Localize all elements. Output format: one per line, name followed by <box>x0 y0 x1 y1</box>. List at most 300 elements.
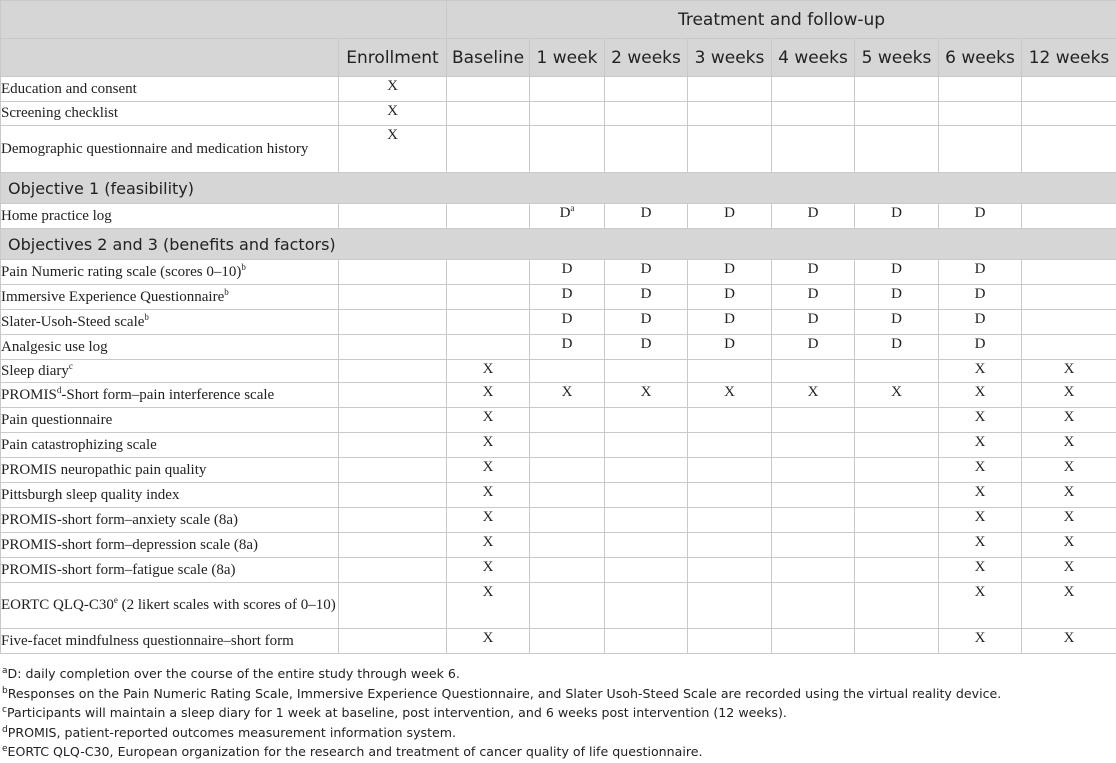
section-row <box>1 173 1116 204</box>
cell-mark: D <box>807 311 819 327</box>
footnote-mark: d <box>2 724 8 735</box>
schedule-cell <box>772 533 855 558</box>
cell-mark: D <box>724 261 735 277</box>
schedule-cell <box>772 102 855 126</box>
row-label <box>1 285 339 310</box>
schedule-cell <box>339 102 447 126</box>
cell-mark: X <box>974 559 986 575</box>
schedule-cell <box>1022 77 1116 102</box>
schedule-cell <box>605 126 688 173</box>
schedule-cell <box>939 204 1022 229</box>
schedule-cell <box>447 508 530 533</box>
schedule-cell <box>939 102 1022 126</box>
footnote-marker: b <box>241 261 246 272</box>
cell-mark: D <box>559 205 571 221</box>
row-label-text: Pittsburgh sleep quality index <box>1 486 180 503</box>
schedule-cell <box>530 360 605 383</box>
schedule-cell <box>939 285 1022 310</box>
cell-mark: X <box>807 384 819 400</box>
schedule-cell <box>688 533 772 558</box>
schedule-cell <box>1022 383 1116 408</box>
schedule-cell <box>688 126 772 173</box>
column-header: 2 weeks <box>605 39 688 77</box>
footnote-marker: b <box>224 286 229 297</box>
row-label <box>1 458 339 483</box>
schedule-cell <box>688 204 772 229</box>
row-label-text-cont: (2 likert scales with scores of 0–10) <box>117 597 336 613</box>
cell-mark: X <box>482 484 494 500</box>
cell-mark: X <box>482 459 494 475</box>
table-row <box>1 126 1116 173</box>
schedule-cell <box>688 310 772 335</box>
cell-mark: X <box>974 509 986 525</box>
footnote <box>2 703 1112 723</box>
schedule-cell <box>1022 508 1116 533</box>
schedule-cell <box>605 204 688 229</box>
cell-mark: X <box>1063 559 1075 575</box>
row-label <box>1 558 339 583</box>
schedule-cell <box>939 533 1022 558</box>
cell-mark: X <box>974 434 986 450</box>
cell-mark: X <box>482 559 494 575</box>
cell-mark: X <box>1063 434 1075 450</box>
footnote-text: D: daily completion over the course of the entire study through week 6. <box>7 666 460 681</box>
cell-mark: X <box>482 361 494 377</box>
header-label-cell <box>1 39 339 77</box>
table-row <box>1 583 1116 629</box>
schedule-cell <box>855 583 939 629</box>
schedule-cell <box>1022 360 1116 383</box>
schedule-cell <box>530 77 605 102</box>
table-row <box>1 285 1116 310</box>
schedule-cell <box>339 260 447 285</box>
schedule-cell <box>339 408 447 433</box>
row-label-text: PROMIS-short form–anxiety scale (8a) <box>1 511 239 528</box>
schedule-cell <box>530 310 605 335</box>
schedule-cell <box>939 310 1022 335</box>
schedule-cell <box>447 77 530 102</box>
schedule-cell <box>339 310 447 335</box>
cell-mark: X <box>1063 484 1075 500</box>
footnote-marker: c <box>68 360 73 371</box>
schedule-cell <box>447 558 530 583</box>
schedule-cell <box>447 102 530 126</box>
cell-mark: X <box>891 384 902 400</box>
schedule-cell <box>447 204 530 229</box>
schedule-cell <box>688 335 772 360</box>
section-label: Objectives 2 and 3 (benefits and factors) <box>1 229 1116 260</box>
schedule-cell <box>1022 285 1116 310</box>
schedule-cell <box>605 285 688 310</box>
cell-mark: X <box>482 534 494 550</box>
cell-mark: X <box>974 584 986 600</box>
row-label <box>1 77 339 102</box>
schedule-cell <box>855 285 939 310</box>
schedule-cell <box>605 383 688 408</box>
schedule-cell <box>1022 433 1116 458</box>
row-label-text: Five-facet mindfulness questionnaire–short form <box>1 632 294 649</box>
column-header: 5 weeks <box>855 39 939 77</box>
schedule-cell <box>605 483 688 508</box>
row-label <box>1 310 339 335</box>
schedule-cell <box>339 335 447 360</box>
cell-mark: D <box>640 205 652 221</box>
footnote-mark: b <box>2 685 8 696</box>
schedule-cell <box>447 483 530 508</box>
table-row <box>1 558 1116 583</box>
schedule-cell <box>530 583 605 629</box>
row-label <box>1 408 339 433</box>
schedule-cell <box>447 629 530 654</box>
schedule-cell <box>339 433 447 458</box>
schedule-cell <box>447 285 530 310</box>
table-row <box>1 310 1116 335</box>
cell-mark: D <box>724 286 735 302</box>
schedule-cell <box>339 583 447 629</box>
table-row <box>1 360 1116 383</box>
schedule-cell <box>855 458 939 483</box>
schedule-cell <box>855 126 939 173</box>
schedule-cell <box>530 383 605 408</box>
schedule-cell <box>855 102 939 126</box>
schedule-cell <box>772 204 855 229</box>
schedule-cell <box>530 126 605 173</box>
schedule-cell <box>530 629 605 654</box>
cell-mark: X <box>1063 509 1075 525</box>
cell-mark: X <box>974 409 986 425</box>
schedule-cell <box>447 383 530 408</box>
footnote-text: Participants will maintain a sleep diary for 1 week at baseline, post intervention, and 6 weeks post intervention (12 weeks). <box>6 705 787 720</box>
section-label: Objective 1 (feasibility) <box>1 173 1116 204</box>
schedule-cell <box>688 558 772 583</box>
cell-mark: D <box>974 205 986 221</box>
schedule-cell <box>939 360 1022 383</box>
schedule-cell <box>939 558 1022 583</box>
row-label <box>1 508 339 533</box>
cell-mark: D <box>561 311 573 327</box>
row-label-text: PROMIS-short form–fatigue scale (8a) <box>1 561 236 578</box>
schedule-cell <box>605 360 688 383</box>
schedule-cell <box>855 408 939 433</box>
table-row <box>1 335 1116 360</box>
schedule-cell <box>939 77 1022 102</box>
footnote <box>2 723 1112 743</box>
schedule-cell <box>339 285 447 310</box>
schedule-cell <box>605 335 688 360</box>
schedule-cell <box>447 458 530 483</box>
footnote <box>2 664 1112 684</box>
row-label-text: Immersive Experience Questionnaire <box>1 288 225 305</box>
cell-mark: X <box>1063 409 1075 425</box>
schedule-cell <box>1022 558 1116 583</box>
footnote <box>2 742 1112 762</box>
schedule-cell <box>772 558 855 583</box>
schedule-cell <box>855 335 939 360</box>
column-header: Enrollment <box>339 39 447 77</box>
table-row <box>1 533 1116 558</box>
row-label-text-cont: -Short form–pain interference scale <box>61 386 275 403</box>
schedule-cell <box>772 310 855 335</box>
schedule-cell <box>447 433 530 458</box>
cell-mark: D <box>724 336 735 352</box>
schedule-cell <box>605 102 688 126</box>
schedule-cell <box>1022 583 1116 629</box>
row-label-text: Screening checklist <box>1 105 119 121</box>
row-label-text: PROMIS neuropathic pain quality <box>1 461 207 478</box>
cell-mark: X <box>482 409 494 425</box>
footnote-marker: a <box>570 203 575 213</box>
cell-mark: D <box>807 261 819 277</box>
row-label-text: Analgesic use log <box>1 338 108 355</box>
schedule-cell <box>688 360 772 383</box>
cell-mark: D <box>891 205 902 221</box>
schedule-cell <box>939 483 1022 508</box>
cell-mark: X <box>1063 584 1075 600</box>
cell-mark: X <box>974 384 986 400</box>
schedule-cell <box>339 383 447 408</box>
schedule-cell <box>605 583 688 629</box>
schedule-cell <box>339 533 447 558</box>
schedule-cell <box>530 285 605 310</box>
cell-mark: D <box>640 336 652 352</box>
footnote-text: EORTC QLQ-C30, European organization for the research and treatment of cancer quality of life questionnaire. <box>7 744 703 759</box>
schedule-cell <box>772 629 855 654</box>
table-row <box>1 483 1116 508</box>
row-label-text: Slater-Usoh-Steed scale <box>1 313 145 330</box>
row-label <box>1 335 339 360</box>
cell-mark: D <box>640 286 652 302</box>
cell-mark: X <box>482 384 494 400</box>
schedule-cell <box>339 629 447 654</box>
schedule-cell <box>939 458 1022 483</box>
cell-mark: X <box>1063 384 1075 400</box>
cell-mark: D <box>724 205 735 221</box>
table-row <box>1 433 1116 458</box>
schedule-cell <box>339 77 447 102</box>
cell-mark: D <box>640 311 652 327</box>
footnotes <box>2 664 1112 762</box>
cell-mark: X <box>974 459 986 475</box>
cell-mark: X <box>1063 361 1075 377</box>
schedule-cell <box>1022 533 1116 558</box>
footnote-text: Responses on the Pain Numeric Rating Scale, Immersive Experience Questionnaire, and Slater Usoh-Steed Scale are recorded using the virtual reality device. <box>7 685 1002 701</box>
schedule-cell <box>447 335 530 360</box>
cell-mark: D <box>891 311 902 327</box>
schedule-cell <box>939 260 1022 285</box>
row-label-text: PROMIS <box>1 386 57 403</box>
header-group-label: Treatment and follow-up <box>447 1 1116 39</box>
schedule-cell <box>688 483 772 508</box>
schedule-cell <box>1022 102 1116 126</box>
cell-mark: X <box>640 384 652 400</box>
schedule-cell <box>530 102 605 126</box>
schedule-cell <box>772 335 855 360</box>
schedule-cell <box>688 583 772 629</box>
cell-mark: X <box>482 584 494 600</box>
schedule-cell <box>605 77 688 102</box>
schedule-cell <box>688 260 772 285</box>
schedule-cell <box>605 458 688 483</box>
cell-mark: X <box>387 127 398 143</box>
schedule-cell <box>772 360 855 383</box>
schedule-cell <box>339 508 447 533</box>
table-row <box>1 260 1116 285</box>
cell-mark: D <box>561 336 573 352</box>
cell-mark: D <box>891 286 902 302</box>
row-label-text: Demographic questionnaire and medication history <box>1 140 309 157</box>
schedule-cell <box>605 433 688 458</box>
cell-mark: D <box>561 261 573 277</box>
column-header: 6 weeks <box>939 39 1022 77</box>
header-empty-cell <box>1 1 447 39</box>
schedule-cell <box>530 533 605 558</box>
table-row <box>1 408 1116 433</box>
cell-mark: X <box>482 630 494 646</box>
table-row <box>1 508 1116 533</box>
schedule-cell <box>1022 126 1116 173</box>
cell-mark: D <box>974 261 986 277</box>
row-label-text: Sleep diary <box>1 362 69 379</box>
row-label-text: Home practice log <box>1 207 112 224</box>
schedule-cell <box>855 77 939 102</box>
cell-mark: D <box>891 336 902 352</box>
row-label <box>1 383 339 408</box>
schedule-cell <box>772 433 855 458</box>
schedule-cell <box>339 458 447 483</box>
row-label <box>1 583 339 629</box>
schedule-cell <box>530 433 605 458</box>
schedule-cell <box>530 408 605 433</box>
schedule-cell <box>939 433 1022 458</box>
cell-mark: D <box>561 286 573 302</box>
row-label <box>1 126 339 173</box>
schedule-cell <box>855 508 939 533</box>
schedule-cell <box>1022 260 1116 285</box>
schedule-cell <box>1022 335 1116 360</box>
footnote-mark: a <box>2 665 8 676</box>
cell-mark: X <box>561 384 573 400</box>
cell-mark: X <box>1063 630 1075 646</box>
schedule-cell <box>855 483 939 508</box>
row-label <box>1 483 339 508</box>
schedule-cell <box>1022 408 1116 433</box>
schedule-cell <box>939 335 1022 360</box>
cell-mark: D <box>640 261 652 277</box>
schedule-cell <box>688 77 772 102</box>
schedule-cell <box>447 583 530 629</box>
cell-mark: X <box>974 484 986 500</box>
schedule-cell <box>530 458 605 483</box>
schedule-cell <box>605 508 688 533</box>
schedule-cell <box>447 260 530 285</box>
row-label <box>1 433 339 458</box>
cell-mark: X <box>387 103 398 119</box>
schedule-cell <box>530 260 605 285</box>
table-row <box>1 383 1116 408</box>
footnote-mark: e <box>2 743 8 754</box>
row-label <box>1 629 339 654</box>
cell-mark: D <box>724 311 735 327</box>
schedule-cell <box>772 408 855 433</box>
cell-mark: X <box>974 361 986 377</box>
schedule-cell <box>530 508 605 533</box>
row-label <box>1 360 339 383</box>
cell-mark: D <box>891 261 902 277</box>
cell-mark: X <box>974 534 986 550</box>
cell-mark: D <box>807 286 819 302</box>
schedule-cell <box>855 310 939 335</box>
schedule-cell <box>1022 458 1116 483</box>
schedule-cell <box>1022 483 1116 508</box>
schedule-cell <box>339 483 447 508</box>
cell-mark: D <box>807 336 819 352</box>
schedule-cell <box>939 126 1022 173</box>
cell-mark: D <box>974 286 986 302</box>
row-label-text: Pain Numeric rating scale (scores 0–10) <box>1 263 242 280</box>
schedule-cell <box>688 383 772 408</box>
footnote-text: PROMIS, patient-reported outcomes measurement information system. <box>7 724 457 740</box>
schedule-cell <box>605 310 688 335</box>
schedule-cell <box>772 260 855 285</box>
schedule-cell <box>530 483 605 508</box>
schedule-cell <box>939 508 1022 533</box>
schedule-cell <box>855 260 939 285</box>
schedule-cell <box>939 629 1022 654</box>
column-header: Baseline <box>447 39 530 77</box>
schedule-cell <box>688 285 772 310</box>
schedule-cell <box>339 558 447 583</box>
schedule-cell <box>339 204 447 229</box>
row-label-text: Pain catastrophizing scale <box>1 436 157 453</box>
column-header: 12 weeks <box>1022 39 1116 77</box>
row-label <box>1 533 339 558</box>
schedule-cell <box>530 558 605 583</box>
cell-mark: X <box>974 630 986 646</box>
row-label-text: EORTC QLQ-C30 <box>1 597 114 613</box>
schedule-cell <box>772 285 855 310</box>
schedule-cell <box>688 629 772 654</box>
schedule-cell <box>605 260 688 285</box>
table-body <box>1 77 1116 654</box>
schedule-cell <box>1022 310 1116 335</box>
cell-mark: D <box>974 311 986 327</box>
section-row <box>1 229 1116 260</box>
table-row <box>1 629 1116 654</box>
schedule-cell <box>339 126 447 173</box>
cell-mark: X <box>482 434 494 450</box>
cell-mark: X <box>1063 459 1075 475</box>
schedule-cell <box>605 408 688 433</box>
table-header <box>1 1 1116 77</box>
row-label-text: PROMIS-short form–depression scale (8a) <box>1 536 259 553</box>
schedule-cell <box>855 360 939 383</box>
schedule-cell <box>855 433 939 458</box>
footnote <box>2 684 1112 704</box>
schedule-cell <box>855 533 939 558</box>
cell-mark: X <box>724 384 735 400</box>
footnote-marker: b <box>144 311 149 322</box>
column-header: 4 weeks <box>772 39 855 77</box>
footnote-mark: c <box>2 704 7 715</box>
schedule-cell <box>605 533 688 558</box>
table-row <box>1 77 1116 102</box>
schedule-cell <box>688 433 772 458</box>
schedule-cell <box>772 77 855 102</box>
schedule-cell <box>688 102 772 126</box>
schedule-cell <box>530 335 605 360</box>
table-row <box>1 458 1116 483</box>
schedule-cell <box>939 583 1022 629</box>
